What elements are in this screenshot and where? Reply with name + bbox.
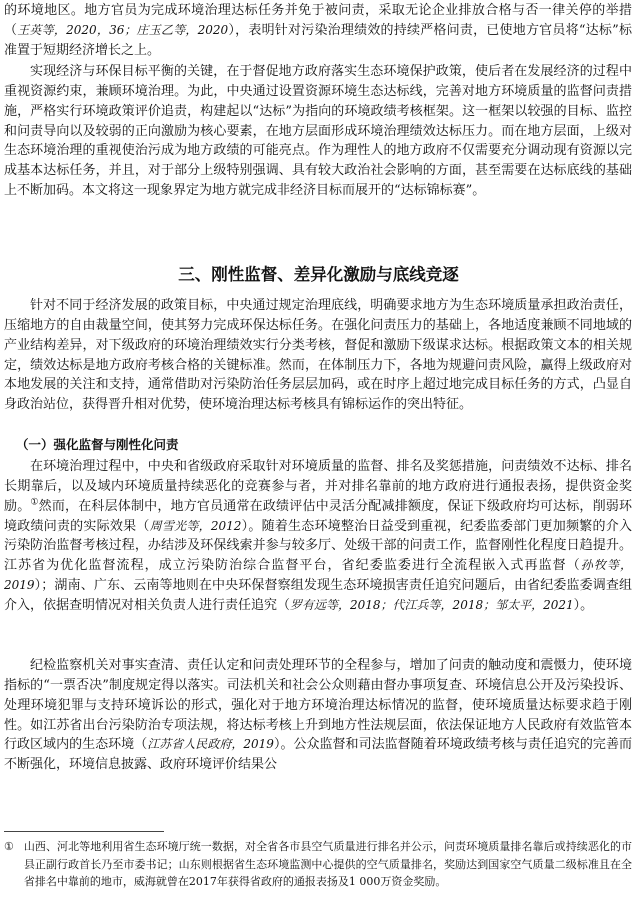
paragraph-intro-continued xyxy=(4,1,632,61)
citation: 周雪光等，2012 xyxy=(149,518,242,533)
paragraph-balance: 实现经济与环保目标平衡的关键，在于督促地方政府落实生态环境保护政策，使后者在发展经济的过程中重视资源约束，兼顾环境治理。为此，中央通过设置资源环境生态达标线，完善对地方环境质量的监督问责措施，严格实行环境政策评价追责，构建起以“达标”为指向的环境政绩考核框架。这一框架以较强的目标、监控和问责导向以及较弱的正向激励为核心要素，在地方层面形成环境治理绩效达标压力。而在地方层面，上级对生态环境治理的重视使治污成为地方政绩的可能亮点。作为理性人的地方政府不仅需要充分调动现有资源以完成基本达标任务，并且，对于部分上级特别强调、具有较大政治社会影响的方面，甚至需要在达标底线的基础上不断加码。本文将这一现象界定为地方就完成非经济目标而展开的“达标锦标赛”。 xyxy=(4,64,632,199)
paragraph-section3: 针对不同于经济发展的政策目标，中央通过规定治理底线，明确要求地方为生态环境质量承担政治责任，压缩地方的自由裁量空间，使其努力完成环保达标任务。在强化问责压力的基础上，各地适度兼顾不同地域的产业结构差异，对下级政府的环境治理绩效实行分类考核，督促和激励下级谋求达标。根据政策文本的相关规定，绩效达标是地方政府考核合格的关键标准。然而，在体制压力下，各地为规避问责风险，赢得上级政府对本地发展的关注和支持，通常借助对污染防治任务层层加码，或在时序上超过地完成目标任务的方式，凸显自身政治站位，获得晋升相对优势，使环境治理达标考核具有锦标运作的突出特征。 xyxy=(4,298,632,413)
citation: 江苏省人民政府，2019 xyxy=(147,737,274,752)
footnote-divider xyxy=(4,831,164,832)
footnote-marker[interactable]: ① xyxy=(30,497,39,508)
section-heading: 三、刚性监督、差异化激励与底线竞逐 xyxy=(178,265,459,284)
paragraph-supervision xyxy=(4,457,632,616)
citation: 孙牧等，2019 xyxy=(4,558,632,593)
text-run: ）。随着生态环境整治日益受到重视，纪委监委部门更加频繁的介入污染防治监督考核过程，办结涉及环保线索并参与较多厅、处级干部的问责工作，监督刚性化程度日趋提升。江苏省为优化监督流程，成立污染防治综合监督平台，省纪委监委进行全流程嵌入式再监督（ xyxy=(4,518,632,574)
footnote xyxy=(4,838,632,891)
text-run: 的环境地区。地方官员为完成环境治理达标任务并免于被问责，采取无论企业排放合格与否一律关停的举措（ xyxy=(4,3,632,38)
text-run: ）。 xyxy=(573,597,594,613)
text-run: 纪检监察机关对事实查清、责任认定和问责处理环节的全程参与，增加了问责的触动度和震慑力，使环境指标的“一票否决”制度规定得以落实。司法机关和社会公众则藉由督办事项复查、环境信息公开及污染投诉、处理环境犯罪与支持环境诉讼的形式，强化对于地方环境治理达标情况的监督，使环境质量达标要求趋于刚性。如江苏省出台污染防治专项法规，将达标考核上升到地方性法规层面，依法保证地方人民政府有效监管本行政区域内的生态环境（ xyxy=(4,658,632,753)
paragraph-discipline xyxy=(4,656,632,775)
citation: 罗有远等，2018；代江兵等，2018；邹太平，2021 xyxy=(290,597,574,612)
text-run: 在环境治理过程中，中央和省级政府采取针对环境质量的监督、排名及奖惩措施，问责绩效不达标、排名长期靠后，以及域内环境质量持续恶化的竞赛参与者，并对排名靠前的地方政府进行通报表扬，提供资金奖励。 xyxy=(4,459,632,514)
footnote-text: 山西、河北等地利用省生态环境厅统一数据，对全省各市县空气质量进行排名并公示，问责环境质量排名靠后或持续恶化的市县正副行政首长乃至市委书记；山东则根据省生态环境监测中心提供的空气质量排名，奖励达到国家空气质量二级标准且在全省排名中靠前的地市，威海就曾在2017年获得省政府的通报表扬及1 000万资金奖励。 xyxy=(23,840,632,888)
text-run: ）；湖南、广东、云南等地则在中央环保督察组发现生态环境损害责任追究问题后，由省纪委监委调查组介入，依据查明情况对相关负责人进行责任追究（ xyxy=(4,578,632,613)
footnote-number: ① xyxy=(4,840,14,853)
citation: 王英等，2020，36；庄玉乙等，2020 xyxy=(17,22,229,37)
text-run: ），表明针对污染治理绩效的持续严格问责，已使地方官员将“达标”标准置于短期经济增长之上。 xyxy=(4,22,632,58)
text-run: 然而，在科层体制中，地方官员通常在政绩评估中灵活分配减排额度，保证下级政府均可达标，削弱环境政绩问责的实际效果（ xyxy=(4,498,632,534)
subsection-heading: （一）强化监督与刚性化问责 xyxy=(16,437,179,452)
text-run: ）。公众监督和司法监督随着环境政绩考核与责任追究的完善而不断强化，环境信息披露、政府环境评价结果公 xyxy=(4,737,632,773)
